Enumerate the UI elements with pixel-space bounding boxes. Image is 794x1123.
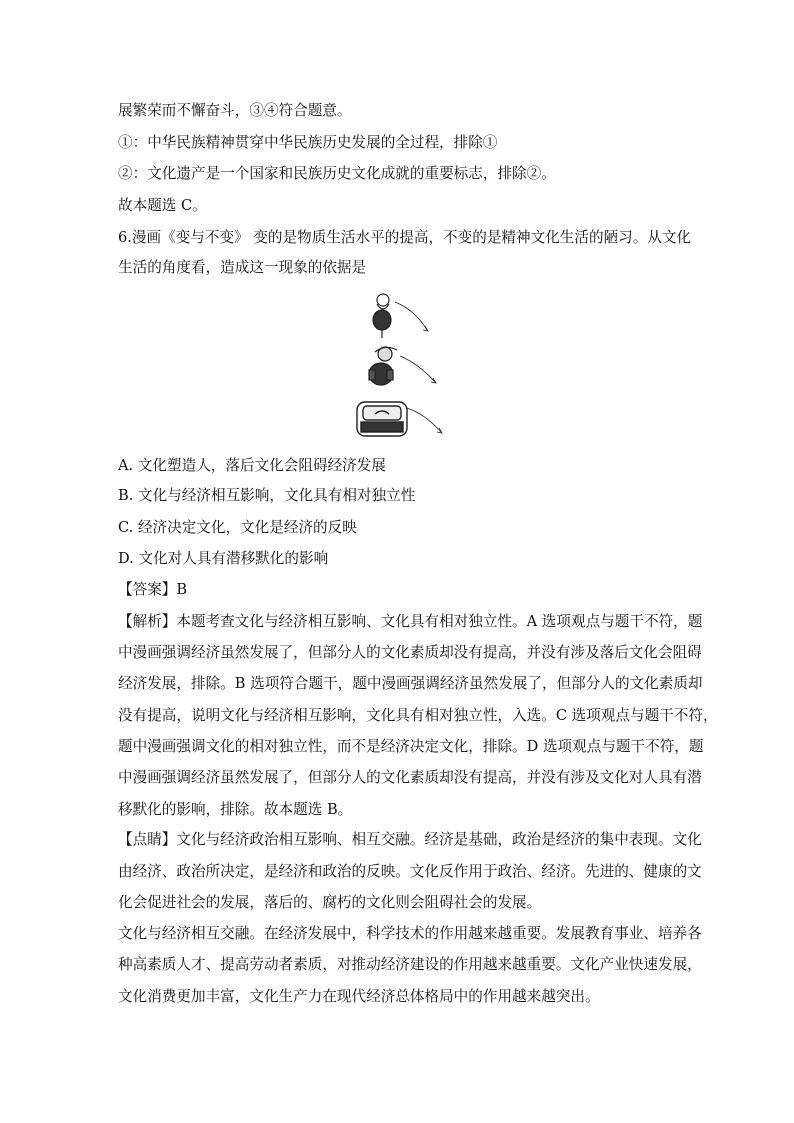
option-d: D. 文化对人具有潜移默化的影响 bbox=[118, 550, 329, 567]
analysis-line: 题中漫画强调文化的相对独立性，而不是经济决定文化，排除。D 选项观点与题干不符，题 bbox=[118, 738, 704, 755]
extra-line: 种高素质人才、提高劳动者素质，对推动经济建设的作用越来越重要。文化产业快速发展， bbox=[118, 956, 702, 973]
extra-line: 文化消费更加丰富，文化生产力在现代经济总体格局中的作用越来越突出。 bbox=[118, 988, 600, 1005]
analysis-line: 中漫画强调经济虽然发展了，但部分人的文化素质却没有提高，并没有涉及文化对人具有潜 bbox=[118, 769, 702, 786]
text-line: 展繁荣而不懈奋斗，③④符合题意。 bbox=[118, 102, 352, 119]
analysis-line: 没有提高，说明文化与经济相互影响，文化具有相对独立性，入选。C 选项观点与题干不符， bbox=[118, 707, 718, 724]
text-line: 故本题选 C。 bbox=[118, 197, 207, 214]
text-line: ①：中华民族精神贯穿中华民族历史发展的全过程，排除① bbox=[118, 134, 498, 151]
analysis-line: 【解析】本题考查文化与经济相互影响、文化具有相对独立性。A 选项观点与题干不符，题 bbox=[118, 613, 703, 630]
text-line: ②：文化遗产是一个国家和民族历史文化成就的重要标志，排除②。 bbox=[118, 165, 556, 182]
question-stem: 生活的角度看，造成这一现象的依据是 bbox=[118, 259, 367, 276]
extra-line: 文化与经济相互交融。在经济发展中，科学技术的作用越来越重要。发展教育事业、培养各 bbox=[118, 925, 702, 942]
option-a: A. 文化塑造人，落后文化会阻碍经济发展 bbox=[118, 457, 386, 474]
points-line: 化会促进社会的发展，落后的、腐朽的文化则会阻碍社会的发展。 bbox=[118, 894, 542, 911]
option-b: B. 文化与经济相互影响，文化具有相对独立性 bbox=[118, 487, 416, 504]
analysis-line: 经济发展，排除。B 选项符合题干，题中漫画强调经济虽然发展了，但部分人的文化素质却 bbox=[118, 675, 703, 692]
points-line: 由经济、政治所决定，是经济和政治的反映。文化反作用于政治、经济。先进的、健康的文 bbox=[118, 863, 702, 880]
answer-line: 【答案】B bbox=[118, 581, 188, 598]
bicycle-figure bbox=[373, 294, 428, 338]
points-line: 【点睛】文化与经济政治相互影响、相互交融。经济是基础，政治是经济的集中表现。文化 bbox=[118, 831, 702, 848]
cartoon-illustration bbox=[355, 290, 445, 440]
analysis-line: 移默化的影响，排除。故本题选 B。 bbox=[118, 801, 353, 818]
car-figure bbox=[357, 402, 442, 436]
option-c: C. 经济决定文化，文化是经济的反映 bbox=[118, 519, 357, 536]
motorcycle-figure bbox=[369, 347, 436, 385]
question-stem: 6.漫画《变与不变》 变的是物质生活水平的提高，不变的是精神文化生活的陋习。从文化 bbox=[118, 229, 692, 246]
analysis-line: 中漫画强调经济虽然发展了，但部分人的文化素质却没有提高，并没有涉及落后文化会阻碍 bbox=[118, 644, 702, 661]
